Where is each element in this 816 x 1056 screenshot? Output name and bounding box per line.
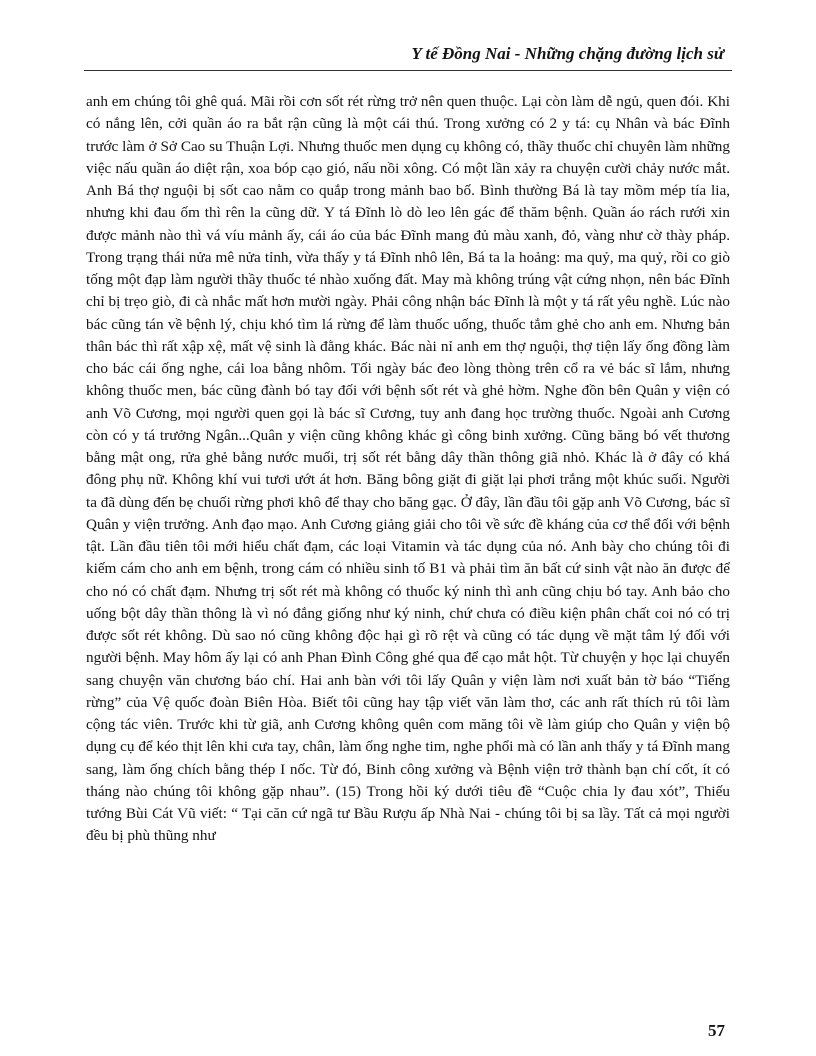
page-number: 57 — [708, 1021, 725, 1040]
running-header: Y tế Đồng Nai - Những chặng đường lịch sử — [411, 44, 724, 63]
body-paragraph: anh em chúng tôi ghê quá. Mãi rồi cơn sốt rét rừng trở nên quen thuộc. Lại còn làm dễ ngủ, quen đói. Khi có nắng lên, cởi quần áo ra bắt rận cũng là một cái thú. Trong xưởng có 2 y tá: cụ Nhân và bác Đĩnh trước làm ở Sở Cao su Thuận Lợi. Nhưng thuốc men dụng cụ không có, thầy thuốc chỉ chuyên làm những việc nấu quần áo diệt rận, xoa bóp cạo gió, nấu nồi xông. Có một lần xảy ra chuyện cười chảy nước mắt. Anh Bá thợ nguội bị sốt cao nằm co quắp trong mảnh bao bố. Bình thường Bá là tay mồm mép tía lia, nhưng khi đau ốm thì rên la cũng dữ. Y tá Đĩnh lò dò leo lên gác để thăm bệnh. Quần áo rách rưới xin được mảnh nào thì vá víu mảnh ấy, cái áo của bác Đĩnh mang đủ màu xanh, đỏ, vàng như cờ thày pháp. Trong trạng thái nửa mê nửa tỉnh, vừa thấy y tá Đĩnh nhô lên, Bá ta la hoảng: ma quỷ, ma quỷ, rồi co giò tống một đạp làm người thầy thuốc té nhào xuống đất. May mà không trúng vật cứng nhọn, nên bác Đĩnh chỉ bị trẹo giò, đi cà nhắc mất hơn mười ngày. Phải công nhận bác Đĩnh là một y tá rất yêu nghề. Lúc nào bác cũng tán về bệnh lý, chịu khó tìm lá rừng để làm thuốc uống, thuốc tắm ghẻ cho anh em. Nhưng bản thân bác thì rất xập xệ, mất vệ sinh là đằng khác. Bác nài nỉ anh em thợ nguội, thợ tiện lấy ống đồng làm cho bác cái ống nghe, cái loa bằng nhôm. Tối ngày bác đeo lòng thòng trên cổ ra vẻ bác sĩ lắm, nhưng không thuốc men, bác cũng đành bó tay đối với bệnh sốt rét và ghẻ hờm. Nghe đồn bên Quân y viện có anh Võ Cương, mọi người quen gọi là bác sĩ Cương, tuy anh đang học trường thuốc. Ngoài anh Cương còn có y tá trưởng Ngân...Quân y viện cũng không khác gì công binh xưởng. Cũng băng bó vết thương bằng mật ong, rửa ghẻ bằng nước muối, trị sốt rét bằng dây thần thông giã nhỏ. Khác là ở đây có khá đông phụ nữ. Không khí vui tươi ướt át hơn. Băng bông giặt đi giặt lại phơi trắng một khúc suối. Người ta đã dùng đến bẹ chuối rừng phơi khô để thay cho băng gạc. Ở đây, lần đầu tôi gặp anh Võ Cương, bác sĩ Quân y viện trưởng. Anh đạo mạo. Anh Cương giảng giải cho tôi về sức đề kháng của cơ thể đối với bệnh tật. Lần đầu tiên tôi mới hiểu chất đạm, các loại Vitamin và tác dụng của nó. Anh bày cho chúng tôi đi kiếm cám cho anh em bệnh, trong cám có nhiều sinh tố B1 và phải tìm ăn bất cứ sinh vật nào ăn được để cho nó có chất đạm. Nhưng trị sốt rét mà không có thuốc ký ninh thì anh cũng chịu bó tay. Anh bảo cho uống bột dây thần thông là vì nó đắng giống như ký ninh, chứ chưa có điều kiện phân chất coi nó có trị được sốt rét không. Dù sao nó cũng không độc hại gì rõ rệt và cũng có tác dụng về mặt tâm lý đối với người bệnh. May hôm ấy lại có anh Phan Đình Công ghé qua để cạo mắt hột. Từ chuyện y học lại chuyển sang chuyện văn chương báo chí. Hai anh bàn với tôi lấy Quân y viện làm nơi xuất bản tờ báo “Tiếng rừng” của Vệ quốc đoàn Biên Hòa. Biết tôi cũng hay tập viết văn làm thơ, các anh rất thích rủ tôi làm cộng tác viên. Trước khi từ giã, anh Cương không quên com măng tôi về làm giúp cho Quân y viện bộ dụng cụ để kéo thịt lên khi cưa tay, chân, làm ống nghe tim, nghe phổi mà có lần anh thấy y tá Đĩnh mang sang, làm ống chích bằng thép I nốc. Từ đó, Binh công xưởng và Bệnh viện trở thành bạn chí cốt, ít có tháng nào chúng tôi không gặp nhau”. (15) Trong hồi ký dưới tiêu đề “Cuộc chia ly đau xót”, Thiếu tướng Bùi Cát Vũ viết: “ Tại căn cứ ngã tư Bầu Rượu ấp Nhà Nai - chúng tôi bị sa lầy. Tất cả mọi người đều bị phù thũng như — [86, 93, 730, 845]
header-divider — [84, 70, 732, 71]
